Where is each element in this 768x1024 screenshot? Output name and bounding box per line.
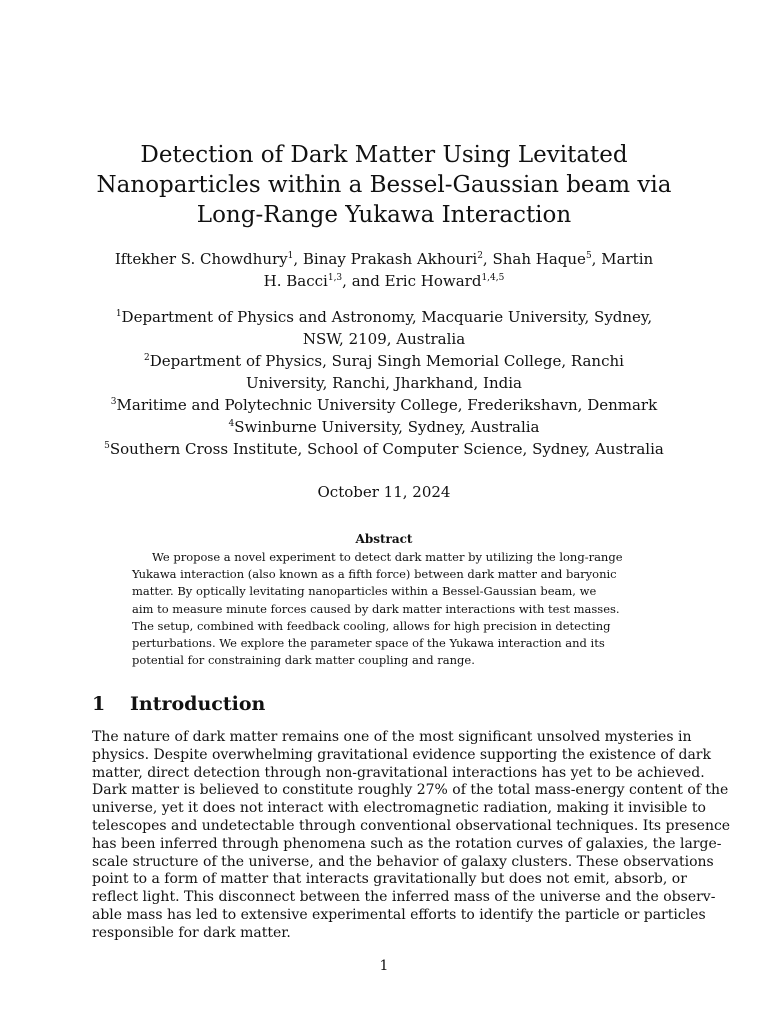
abstract-line: The setup, combined with feedback cooling, allows for high precision in detecting — [132, 618, 611, 633]
body-text-line: matter, direct detection through non-gravitational interactions has yet to be achieved. — [92, 764, 705, 781]
affiliation-line — [84, 350, 684, 372]
body-text-line: universe, yet it does not interact with electromagnetic radiation, making it invisible to — [92, 800, 706, 817]
section-title: Introduction — [130, 693, 266, 715]
author-name: , and Eric Howard — [342, 272, 482, 290]
affiliation-text: Southern Cross Institute, School of Computer Science, Sydney, Australia — [109, 440, 664, 458]
author-name: , Shah Haque — [482, 250, 586, 268]
body-text-line: point to a form of matter that interacts gravitationally but does not emit, absorb, or — [92, 871, 687, 888]
author-affil-mark: 5 — [585, 251, 592, 261]
affiliation-mark: 5 — [104, 441, 110, 451]
affiliation-mark: 3 — [110, 397, 117, 407]
author-affil-mark: 2 — [477, 251, 483, 261]
body-text-line: physics. Despite overwhelming gravitational evidence supporting the existence of dark — [92, 746, 711, 763]
affiliation-text: University, Ranchi, Jharkhand, India — [245, 374, 522, 392]
abstract-heading: Abstract — [355, 532, 413, 546]
affiliation-line — [84, 394, 684, 416]
abstract-line: aim to measure minute forces caused by dark matter interactions with test masses. — [132, 601, 620, 616]
affiliation-text: Swinburne University, Sydney, Australia — [234, 418, 540, 436]
affiliation-line — [84, 416, 684, 438]
author-name: , Martin — [591, 250, 654, 268]
abstract-line: perturbations. We explore the parameter space of the Yukawa interaction and its — [132, 636, 605, 651]
section-number: 1 — [92, 693, 106, 715]
affiliation-text: Department of Physics and Astronomy, Macquarie University, Sydney, — [121, 308, 653, 326]
affiliation-line — [84, 328, 684, 350]
body-text-line: reflect light. This disconnect between the inferred mass of the universe and the observ- — [92, 889, 716, 906]
author-name: H. Bacci — [263, 272, 328, 290]
author-name: , Binay Prakash Akhouri — [293, 250, 478, 268]
affiliation-mark: 1 — [115, 309, 122, 319]
body-text-line: telescopes and undetectable through conventional observational techniques. Its presence — [92, 817, 731, 834]
affiliation-text: NSW, 2109, Australia — [302, 330, 466, 348]
body-text-line: responsible for dark matter. — [92, 924, 291, 941]
affiliation-mark: 2 — [144, 353, 150, 363]
abstract-line: Yukawa interaction (also known as a fifth force) between dark matter and baryonic — [132, 567, 617, 582]
author-affil-mark: 1,4,5 — [481, 273, 505, 283]
affiliation-line — [84, 372, 684, 394]
abstract-line: We propose a novel experiment to detect dark matter by utilizing the long-range — [152, 550, 623, 564]
body-text-line: able mass has led to extensive experimental efforts to identify the particle or particles — [92, 906, 706, 923]
affiliation-text: Department of Physics, Suraj Singh Memorial College, Ranchi — [149, 352, 624, 370]
affiliation-line — [84, 306, 684, 328]
title-line: Nanoparticles within a Bessel-Gaussian beam via — [96, 172, 672, 198]
author-list — [92, 248, 676, 292]
introduction-paragraph — [92, 729, 731, 943]
author-name: Iftekher S. Chowdhury — [114, 250, 288, 268]
body-text-line: has been inferred through phenomena such as the rotation curves of galaxies, the large- — [92, 835, 722, 852]
body-text-line: scale structure of the universe, and the behavior of galaxy clusters. These observations — [92, 853, 714, 870]
page-number: 1 — [379, 958, 389, 974]
author-affil-mark: 1,3 — [327, 273, 343, 283]
author-line — [92, 270, 676, 292]
publication-date: October 11, 2024 — [317, 483, 451, 501]
affiliation-list — [84, 306, 684, 460]
author-line — [92, 248, 676, 270]
title-line: Long-Range Yukawa Interaction — [196, 202, 572, 228]
author-affil-mark: 1 — [287, 251, 294, 261]
body-text-line: The nature of dark matter remains one of the most significant unsolved mysteries in — [92, 729, 692, 745]
abstract-text — [132, 549, 636, 669]
affiliation-mark: 4 — [228, 419, 235, 429]
section-heading — [92, 692, 265, 716]
abstract-line: potential for constraining dark matter coupling and range. — [132, 653, 475, 668]
paper-title — [92, 140, 676, 230]
abstract-line: matter. By optically levitating nanoparticles within a Bessel-Gaussian beam, we — [132, 584, 597, 599]
affiliation-line — [84, 438, 684, 460]
affiliation-text: Maritime and Polytechnic University College, Frederikshavn, Denmark — [116, 396, 658, 414]
body-text-line: Dark matter is believed to constitute roughly 27% of the total mass-energy content of the — [92, 782, 729, 799]
title-line: Detection of Dark Matter Using Levitated — [140, 142, 628, 168]
